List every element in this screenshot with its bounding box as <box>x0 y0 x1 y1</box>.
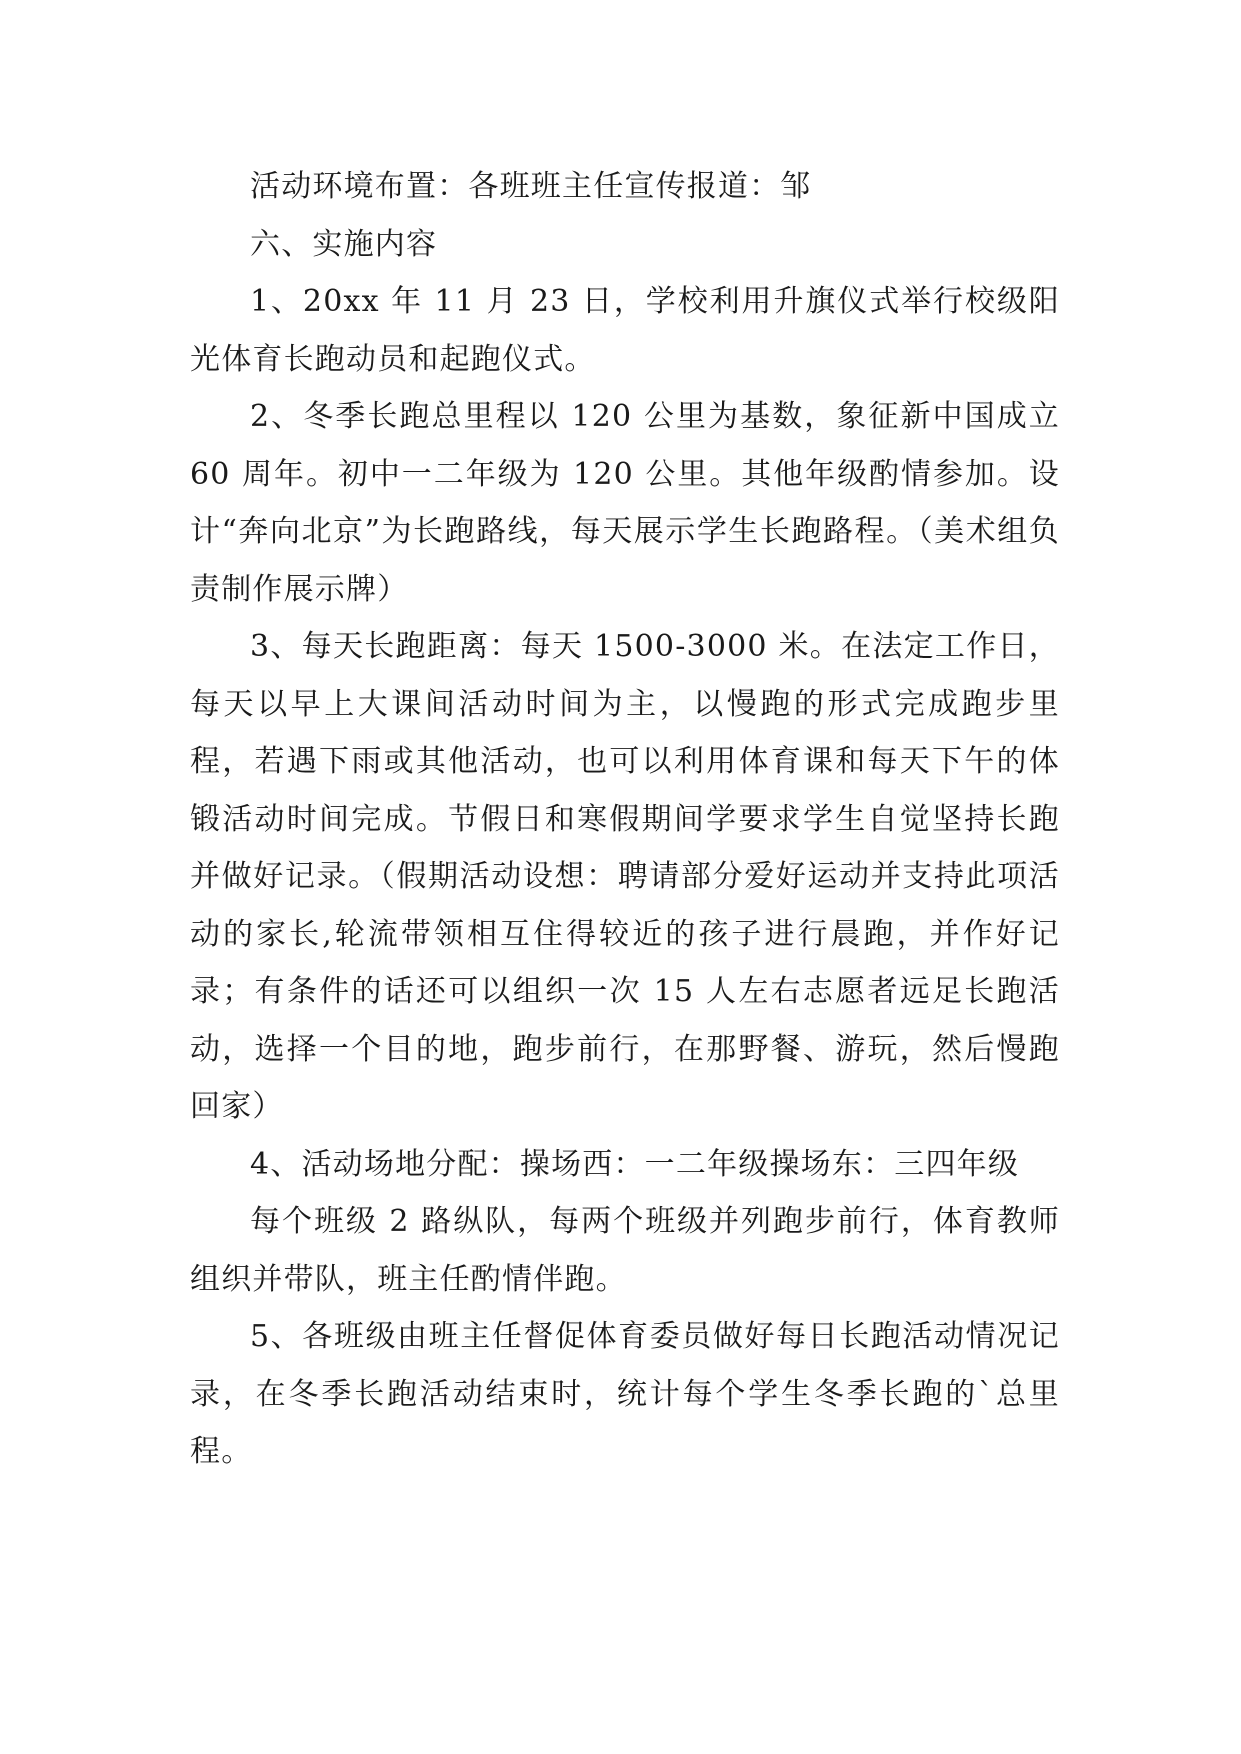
paragraph-item-1: 1、20xx 年 11 月 23 日，学校利用升旗仪式举行校级阳光体育长跑动员和起跑仪式。 <box>190 284 1060 377</box>
paragraph-formation: 每个班级 2 路纵队，每两个班级并列跑步前行，体育教师组织并带队，班主任酌情伴跑。 <box>190 1204 1060 1297</box>
paragraph-item-2: 2、冬季长跑总里程以 120 公里为基数，象征新中国成立 60 周年。初中一二年级为 120 公里。其他年级酌情参加。设计“奔向北京”为长跑路线，每天展示学生长跑路程。（美术组负责制作展示牌） <box>190 399 1060 607</box>
document-body <box>190 158 1060 1481</box>
paragraph-item-3: 3、每天长跑距离：每天 1500-3000 米。在法定工作日，每天以早上大课间活动时间为主，以慢跑的形式完成跑步里程，若遇下雨或其他活动，也可以利用体育课和每天下午的体锻活动时间完成。节假日和寒假期间学要求学生自觉坚持长跑并做好记录。（假期活动设想：聘请部分爱好运动并支持此项活动的家长,轮流带领相互住得较近的孩子进行晨跑，并作好记录；有条件的话还可以组织一次 15 人左右志愿者远足长跑活动，选择一个目的地，跑步前行，在那野餐、游玩，然后慢跑回家） <box>190 629 1060 1124</box>
paragraph-item-4: 4、活动场地分配：操场西：一二年级操场东：三四年级 <box>250 1146 1020 1182</box>
section-heading-implementation: 六、实施内容 <box>250 226 438 262</box>
paragraph-item-5: 5、各班级由班主任督促体育委员做好每日长跑活动情况记录，在冬季长跑活动结束时，统计每个学生冬季长跑的`总里程。 <box>190 1319 1060 1469</box>
paragraph-environment-setup: 活动环境布置：各班班主任宣传报道：邹 <box>250 169 812 204</box>
